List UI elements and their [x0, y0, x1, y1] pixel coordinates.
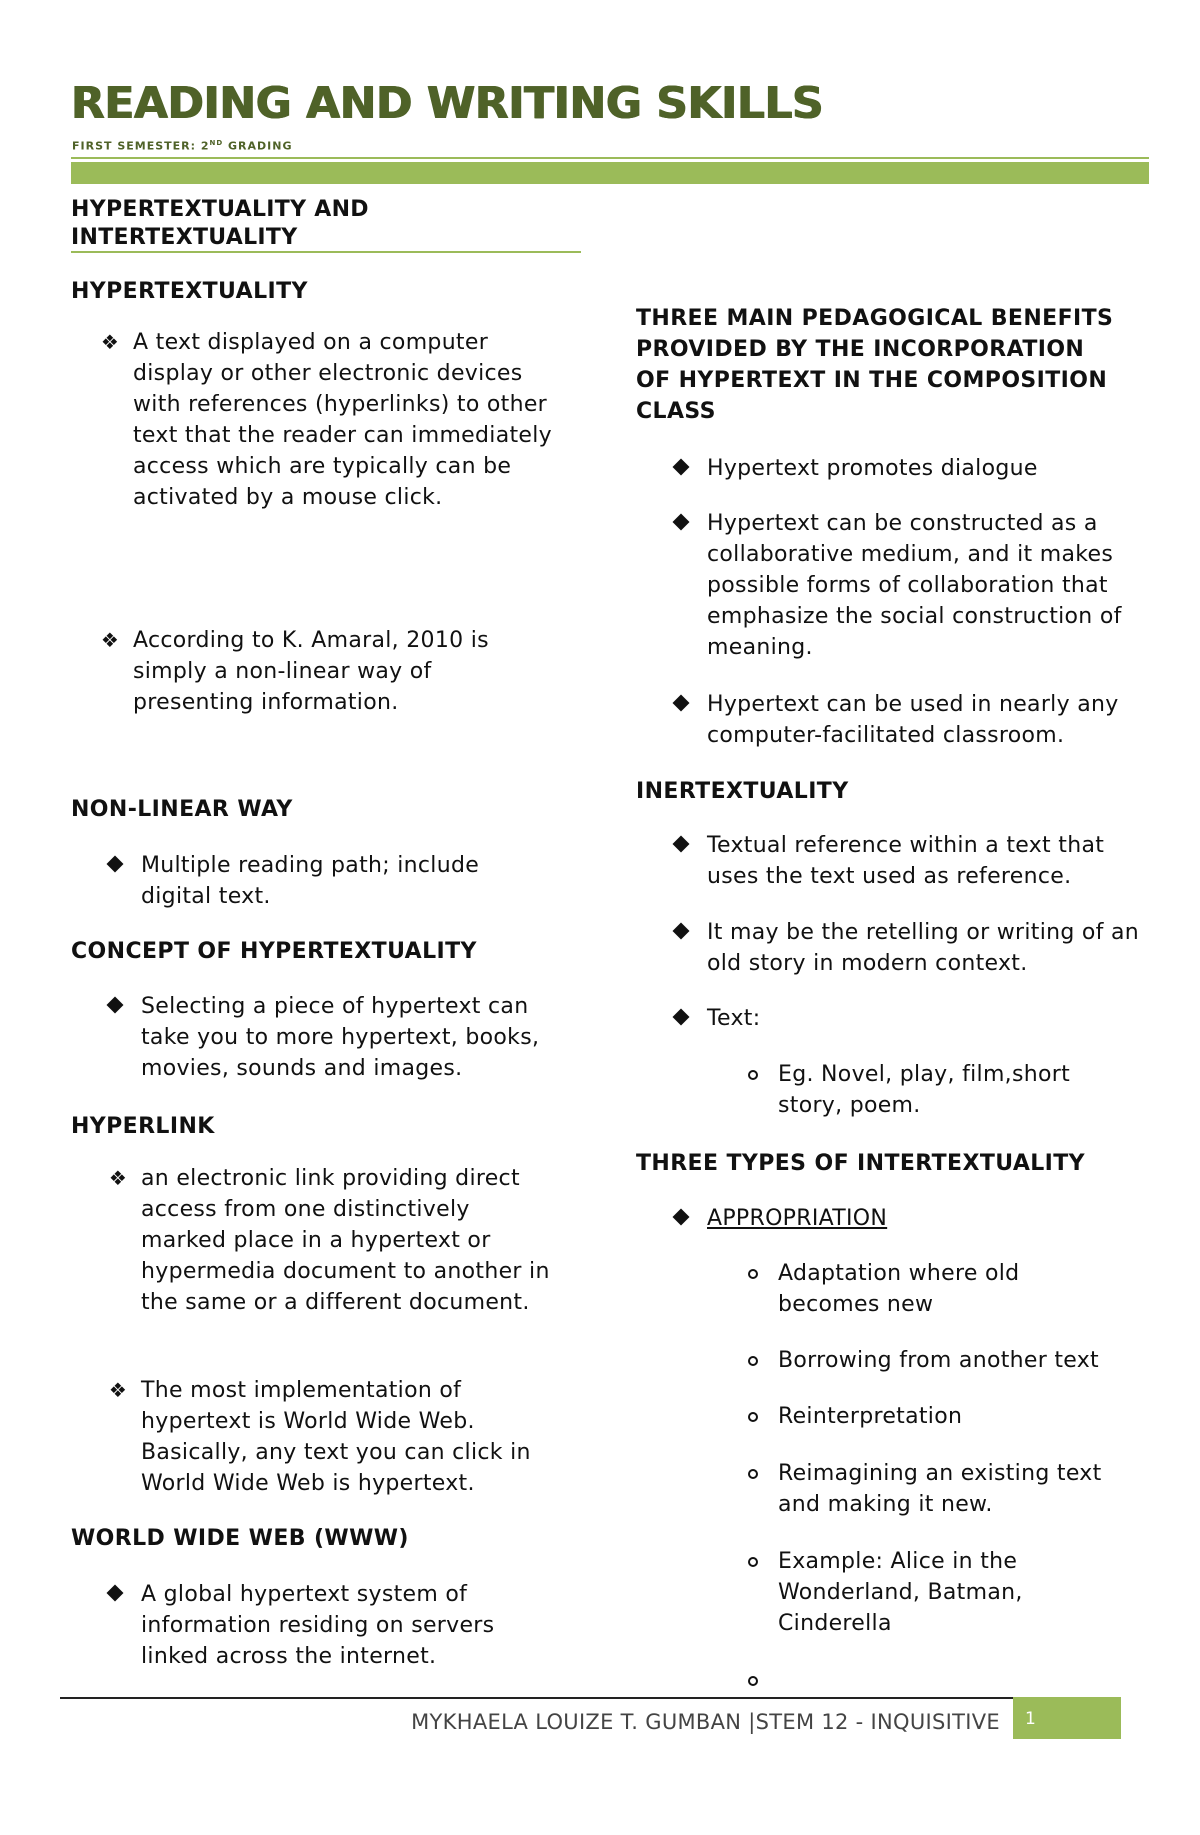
- list-item: ❖ According to K. Amaral, 2010 is simply a non-linear way of presenting information.: [133, 625, 533, 718]
- list-item: Hypertext can be used in nearly any computer-facilitated classroom.: [707, 689, 1147, 751]
- diamond-bullet-icon: [107, 1585, 124, 1602]
- circle-bullet-icon: [748, 1557, 758, 1567]
- circle-bullet-icon: [748, 1469, 758, 1479]
- diamond-bullet-icon: [673, 1009, 690, 1026]
- list-item: Textual reference within a text that uses the text used as reference.: [707, 830, 1137, 892]
- heading-types-of-intertextuality: THREE TYPES OF INTERTEXTUALITY: [636, 1151, 1086, 1176]
- document-header-title: READING AND WRITING SKILLS: [71, 78, 824, 129]
- list-item: It may be the retelling or writing of an old story in modern context.: [707, 917, 1147, 979]
- list-item: Hypertext can be constructed as a collaborative medium, and it makes possible forms of collaboration that emphasize the social construction of meaning.: [707, 508, 1147, 663]
- four-diamond-bullet-icon: ❖: [100, 330, 120, 354]
- diamond-bullet-icon: [107, 856, 124, 873]
- list-item: Multiple reading path; include digital text.: [141, 850, 541, 912]
- sub-list-item: Reinterpretation: [778, 1401, 1148, 1432]
- sub-list-item: Eg. Novel, play, film,short story, poem.: [778, 1059, 1118, 1121]
- header-divider-bar: [71, 162, 1149, 184]
- diamond-bullet-icon: [107, 997, 124, 1014]
- four-diamond-bullet-icon: ❖: [108, 1166, 128, 1190]
- heading-pedagogical-benefits: THREE MAIN PEDAGOGICAL BENEFITS PROVIDED BY THE INCORPORATION OF HYPERTEXT IN THE COMPOSITION CLASS: [636, 306, 1114, 424]
- circle-bullet-icon: [748, 1676, 758, 1686]
- list-item: Text:: [707, 1003, 1107, 1034]
- sub-list-item: Borrowing from another text: [778, 1345, 1148, 1376]
- header-divider-thin: [71, 157, 1149, 159]
- heading-intertextuality: INERTEXTUALITY: [636, 779, 849, 804]
- heading-hyperlink: HYPERLINK: [71, 1114, 215, 1139]
- diamond-bullet-icon: [673, 459, 690, 476]
- diamond-bullet-icon: [673, 836, 690, 853]
- list-item: Hypertext promotes dialogue: [707, 453, 1147, 484]
- list-item: ❖ The most implementation of hypertext is World Wide Web. Basically, any text you can click in World Wide Web is hypertext.: [141, 1375, 571, 1499]
- sub-list-item: Adaptation where old becomes new: [778, 1258, 1068, 1320]
- diamond-bullet-icon: [673, 695, 690, 712]
- sub-list-item: Reimagining an existing text and making it new.: [778, 1458, 1138, 1520]
- page-number-box: [1013, 1697, 1121, 1739]
- heading-world-wide-web: WORLD WIDE WEB (WWW): [71, 1526, 409, 1551]
- list-item: Selecting a piece of hypertext can take you to more hypertext, books, movies, sounds and images.: [141, 991, 571, 1084]
- four-diamond-bullet-icon: ❖: [108, 1378, 128, 1402]
- document-topic-title: HYPERTEXTUALITY AND INTERTEXTUALITY: [71, 197, 369, 250]
- sub-list-item-empty: [778, 1671, 828, 1695]
- list-item: APPROPRIATION: [707, 1203, 1107, 1234]
- page-number: 1: [1025, 1709, 1036, 1729]
- document-header-subtitle: FIRST SEMESTER: 2ND GRADING: [72, 139, 293, 153]
- circle-bullet-icon: [748, 1269, 758, 1279]
- footer-author: MYKHAELA LOUIZE T. GUMBAN |STEM 12 - INQUISITIVE: [411, 1710, 1000, 1734]
- topic-title-underline: [71, 251, 581, 253]
- heading-concept-of-hypertextuality: CONCEPT OF HYPERTEXTUALITY: [71, 939, 477, 964]
- four-diamond-bullet-icon: ❖: [100, 628, 120, 652]
- diamond-bullet-icon: [673, 514, 690, 531]
- diamond-bullet-icon: [673, 923, 690, 940]
- sub-list-item: Example: Alice in the Wonderland, Batman, Cinderella: [778, 1546, 1078, 1639]
- circle-bullet-icon: [748, 1412, 758, 1422]
- list-item: ❖ A text displayed on a computer display or other electronic devices with references (hyperlinks) to other text that the reader can immediately access which are typically can be activated by a mouse click.: [133, 327, 573, 513]
- heading-non-linear-way: NON-LINEAR WAY: [71, 797, 293, 822]
- diamond-bullet-icon: [673, 1209, 690, 1226]
- circle-bullet-icon: [748, 1070, 758, 1080]
- circle-bullet-icon: [748, 1356, 758, 1366]
- heading-hypertextuality: HYPERTEXTUALITY: [71, 279, 308, 304]
- footer-divider: [60, 1697, 1060, 1699]
- list-item: ❖ an electronic link providing direct access from one distinctively marked place in a hypertext or hypermedia document to another in the same or a different document.: [141, 1163, 561, 1318]
- list-item: A global hypertext system of information residing on servers linked across the internet.: [141, 1579, 541, 1672]
